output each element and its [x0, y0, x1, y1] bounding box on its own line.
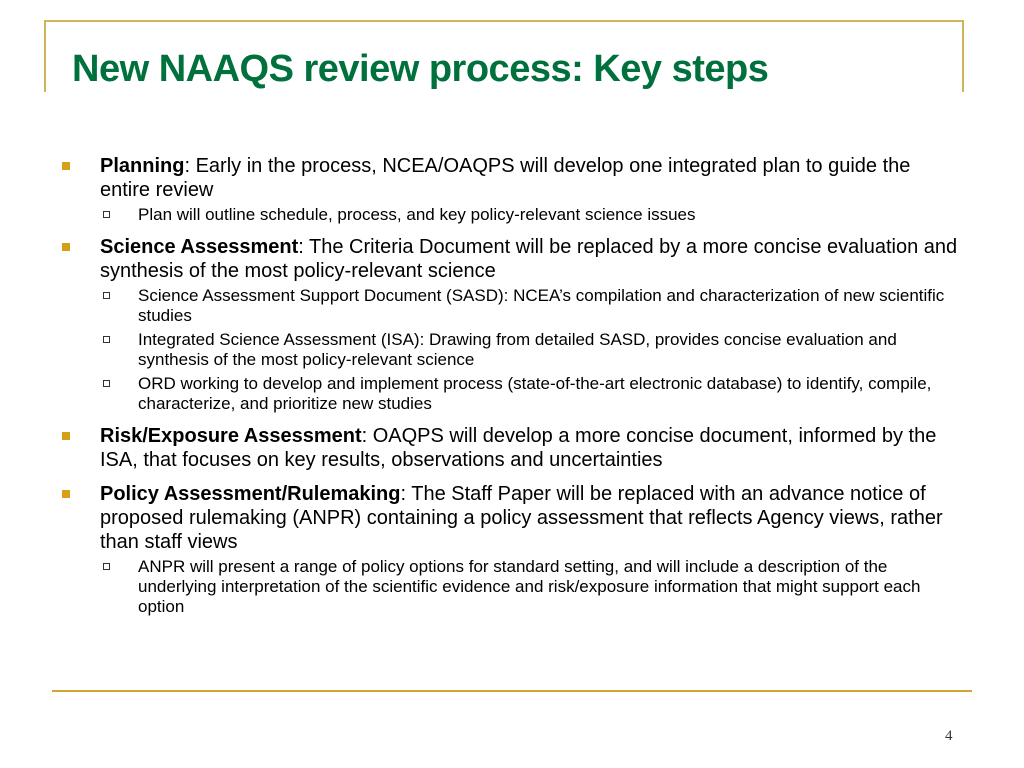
bullet-text: : OAQPS will develop a more concise document, informed by the ISA, that focuses on key results, observations and uncertainties — [100, 425, 937, 471]
sub-bullet-text: Integrated Science Assessment (ISA): Drawing from detailed SASD, provides concise evaluation and synthesis of the most policy-relevant science — [138, 330, 897, 369]
bullet-lead: Planning — [100, 155, 185, 177]
slide-title: New NAAQS review process: Key steps — [72, 48, 769, 90]
sub-bullet-text: ORD working to develop and implement process (state-of-the-art electronic database) to identify, compile, characterize, and prioritize new studies — [138, 374, 932, 413]
bullet-text: : The Staff Paper will be replaced with an advance notice of proposed rulemaking (ANPR) containing a policy assessment that reflects Agency views, rather than staff views — [100, 483, 943, 553]
bullet-science-assessment — [60, 235, 965, 414]
bullet-risk-exposure-assessment — [60, 424, 965, 472]
bullet-text: : The Criteria Document will be replaced by a more concise evaluation and synthesis of the most policy-relevant science — [100, 236, 958, 282]
sub-list — [100, 557, 965, 617]
sub-list — [100, 286, 965, 414]
sub-bullet — [100, 374, 965, 414]
bullet-lead: Policy Assessment/Rulemaking — [100, 483, 401, 505]
page-number: 4 — [945, 728, 953, 744]
bullet-policy-assessment — [60, 482, 965, 617]
sub-bullet-text: Plan will outline schedule, process, and key policy-relevant science issues — [138, 205, 696, 224]
title-frame-right — [962, 20, 964, 92]
bullet-text: : Early in the process, NCEA/OAQPS will develop one integrated plan to guide the entire review — [100, 155, 911, 201]
hollow-square-bullet-icon — [103, 563, 110, 570]
sub-list — [100, 205, 965, 225]
title-frame-left — [44, 20, 46, 92]
bullet-lead: Risk/Exposure Assessment — [100, 425, 362, 447]
sub-bullet-text: ANPR will present a range of policy options for standard setting, and will include a description of the underlying interpretation of the scientific evidence and risk/exposure information that might support each option — [138, 557, 921, 616]
hollow-square-bullet-icon — [103, 211, 110, 218]
sub-bullet — [100, 557, 965, 617]
bullet-lead: Science Assessment — [100, 236, 299, 258]
hollow-square-bullet-icon — [103, 292, 110, 299]
sub-bullet — [100, 330, 965, 370]
sub-bullet — [100, 205, 965, 225]
hollow-square-bullet-icon — [103, 336, 110, 343]
slide-content — [60, 154, 965, 627]
sub-bullet — [100, 286, 965, 326]
square-bullet-icon — [62, 162, 70, 170]
bullet-planning — [60, 154, 965, 225]
hollow-square-bullet-icon — [103, 380, 110, 387]
sub-bullet-text: Science Assessment Support Document (SASD): NCEA’s compilation and characterization of new scientific studies — [138, 286, 945, 325]
footer-rule — [52, 690, 972, 692]
square-bullet-icon — [62, 432, 70, 440]
square-bullet-icon — [62, 243, 70, 251]
square-bullet-icon — [62, 490, 70, 498]
title-frame-top — [44, 20, 964, 22]
